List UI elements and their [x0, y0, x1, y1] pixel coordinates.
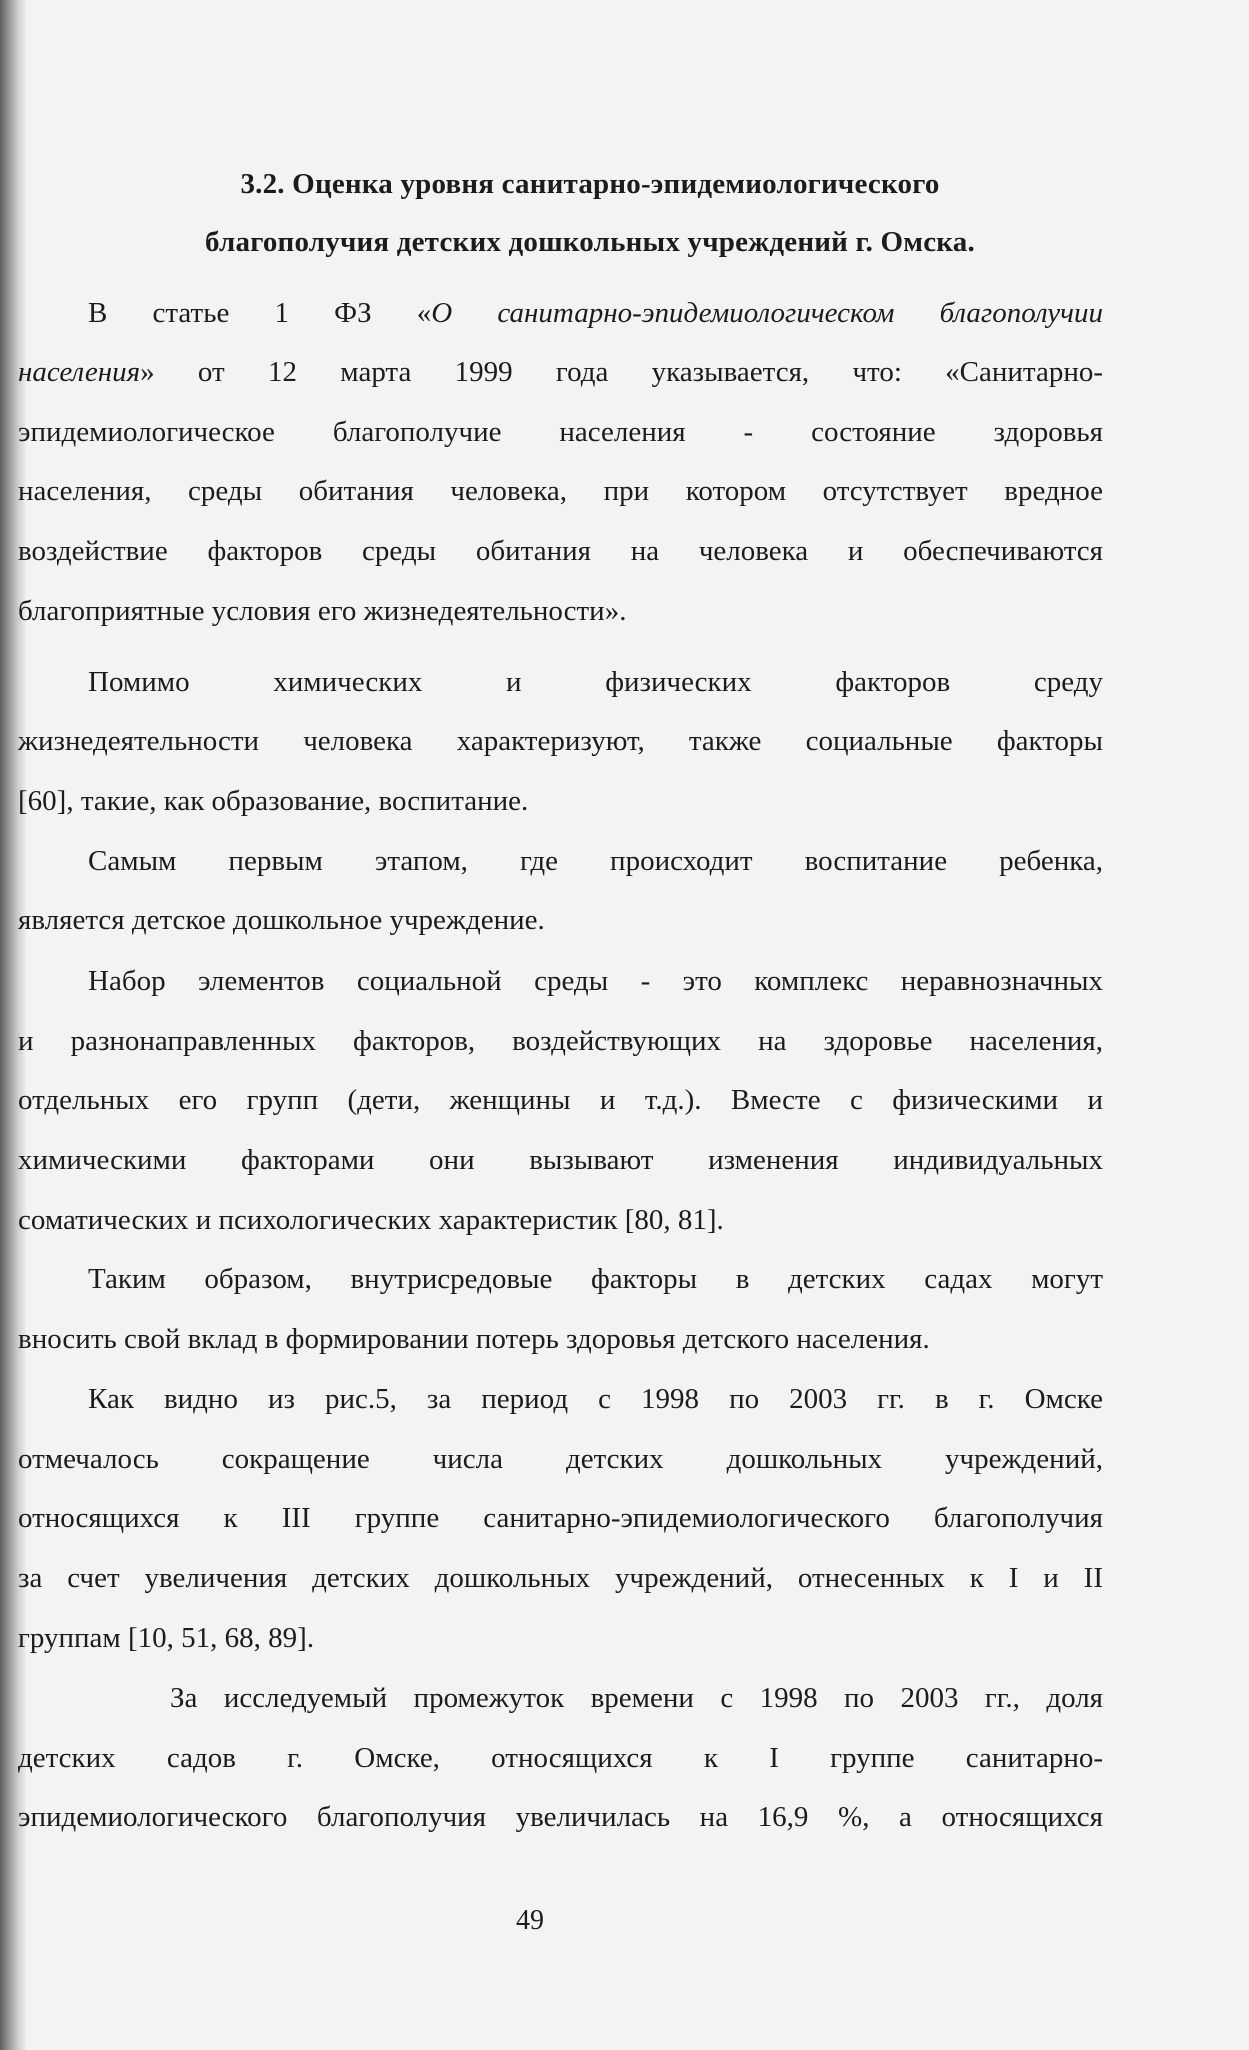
paragraph-1-line-2-italic: населения: [18, 356, 141, 388]
paragraph-4-line-4: химическими факторами они вызывают изменения индивидуальных: [18, 1144, 1103, 1176]
paragraph-2-line-1: Помимо химических и физических факторов среду: [88, 666, 1103, 698]
paragraph-3-line-1: Самым первым этапом, где происходит воспитание ребенка,: [88, 845, 1103, 877]
paragraph-1-line-1-italic: О санитарно-эпидемиологическом благополучии: [431, 297, 1103, 329]
paragraph-6-line-1: Как видно из рис.5, за период с 1998 по 2003 гг. в г. Омске: [88, 1383, 1103, 1415]
paragraph-4-line-2: и разнонаправленных факторов, воздействующих на здоровье населения,: [18, 1025, 1103, 1057]
paragraph-1-line-2-b: » от 12 марта 1999 года указывается, что: «Санитарно-: [140, 356, 1103, 388]
paragraph-4-line-5: соматических и психологических характеристик [80, 81].: [18, 1204, 724, 1236]
paragraph-6-line-2: отмечалось сокращение числа детских дошкольных учреждений,: [18, 1443, 1103, 1475]
paragraph-4-line-1: Набор элементов социальной среды - это комплекс неравнозначных: [88, 965, 1103, 997]
paragraph-1-line-3: эпидемиологическое благополучие населения - состояние здоровья: [18, 416, 1103, 448]
paragraph-7-line-2: детских садов г. Омске, относящихся к I группе санитарно-: [18, 1742, 1103, 1774]
paragraph-1-line-1: [88, 296, 1103, 330]
paragraph-7-line-3: эпидемиологического благополучия увеличилась на 16,9 %, а относящихся: [18, 1801, 1103, 1833]
paragraph-4-line-3: отдельных его групп (дети, женщины и т.д.). Вместе с физическими и: [18, 1084, 1103, 1116]
paragraph-3-line-2: является детское дошкольное учреждение.: [18, 904, 545, 936]
paragraph-6-line-3: относящихся к III группе санитарно-эпидемиологического благополучия: [18, 1502, 1103, 1534]
paragraph-1-line-5: воздействие факторов среды обитания на человека и обеспечиваются: [18, 535, 1103, 567]
paragraph-2-line-2: жизнедеятельности человека характеризуют, также социальные факторы: [18, 725, 1103, 757]
section-heading-line-2: благополучия детских дошкольных учреждений г. Омска.: [205, 226, 975, 258]
page-number: 49: [516, 1905, 544, 1936]
paragraph-6-line-5: группам [10, 51, 68, 89].: [18, 1622, 315, 1654]
paragraph-1-line-6: благоприятные условия его жизнедеятельности».: [18, 595, 627, 627]
paragraph-6-line-4: за счет увеличения детских дошкольных учреждений, отнесенных к I и II: [18, 1562, 1103, 1594]
paragraph-5-line-2: вносить свой вклад в формировании потерь здоровья детского населения.: [18, 1323, 930, 1355]
paragraph-1-line-1-a: В статье 1 ФЗ «: [88, 297, 432, 329]
paragraph-2-line-3: [60], такие, как образование, воспитание.: [18, 785, 529, 817]
paragraph-5-line-1: Таким образом, внутрисредовые факторы в детских садах могут: [88, 1263, 1103, 1295]
paragraph-1-line-2: [18, 355, 1103, 389]
paragraph-1-line-4: населения, среды обитания человека, при котором отсутствует вредное: [18, 475, 1103, 507]
paragraph-7-line-1: За исследуемый промежуток времени с 1998 по 2003 гг., доля: [170, 1682, 1103, 1714]
section-heading-line-1: 3.2. Оценка уровня санитарно-эпидемиологического: [240, 168, 940, 200]
